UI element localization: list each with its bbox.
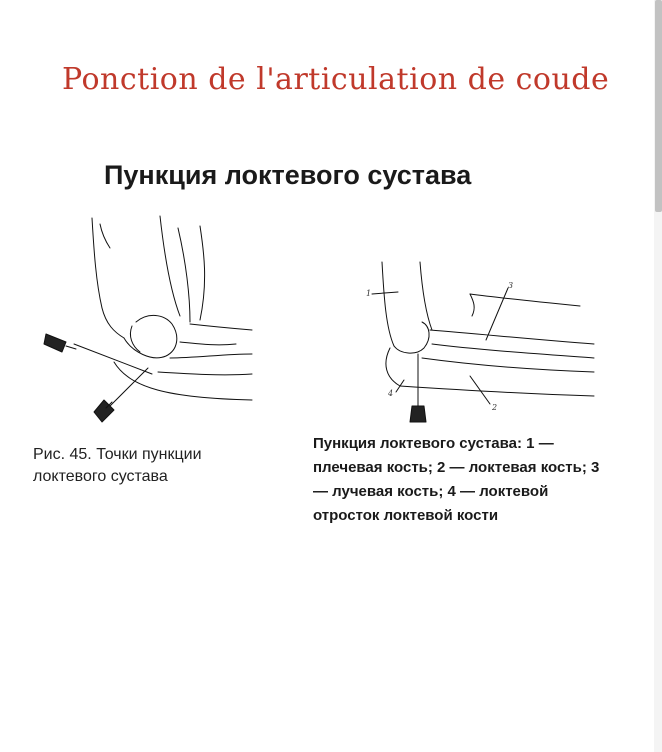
skin-upper (470, 294, 580, 306)
skin-fold (470, 294, 474, 316)
forearm-bottom-outline (400, 386, 594, 396)
label-2: 2 (492, 403, 498, 412)
upper-arm-muscle (178, 228, 190, 322)
ulna-line (422, 358, 594, 372)
humerus-outline-right (420, 262, 432, 330)
caption-left-line1: Рис. 45. Точки пункции (33, 446, 202, 463)
elbow-joint (124, 315, 177, 357)
forearm-top-outline (430, 330, 594, 344)
upper-arm-outline (92, 218, 124, 338)
leader-line-1 (372, 292, 398, 294)
label-4: 4 (388, 389, 394, 398)
elbow-anatomy-illustration-right (360, 258, 600, 426)
ulna-olecranon (386, 348, 400, 386)
upper-arm-inner (160, 216, 180, 316)
humerus-outline-left (382, 262, 394, 346)
leader-line-2 (470, 376, 490, 404)
leader-line-3 (486, 288, 508, 340)
needle-lower (110, 368, 148, 406)
scrollbar-thumb[interactable] (655, 0, 662, 212)
radius-line (432, 344, 594, 358)
syringe-hub (410, 406, 426, 422)
caption-right: Пункция локтевого сустава: 1 — плечевая кость; 2 — локтевая кость; 3 — лучевая кость; 4 — локтевой отросток локтевой кости (313, 435, 600, 524)
upper-arm-fold (100, 224, 110, 248)
page-heading: Пункция локтевого сустава (104, 160, 472, 190)
label-3: 3 (508, 281, 514, 290)
forearm-top (190, 324, 252, 330)
elbow-puncture-illustration-left (40, 212, 256, 430)
forearm-line-2 (158, 372, 252, 375)
syringe-hub-upper (44, 334, 66, 352)
elbow-condyle (394, 322, 429, 353)
caption-left-line2: локтевого сустава (33, 468, 168, 485)
slide-title: Ponction de l'articulation de coude (62, 62, 610, 97)
syringe-tip-upper (66, 346, 76, 349)
needle-upper (74, 344, 152, 374)
label-1: 1 (366, 289, 372, 298)
forearm-line-1 (170, 354, 252, 358)
upper-arm-skin-right (200, 226, 205, 320)
forearm-crease (180, 342, 236, 345)
caption-left (33, 444, 283, 488)
